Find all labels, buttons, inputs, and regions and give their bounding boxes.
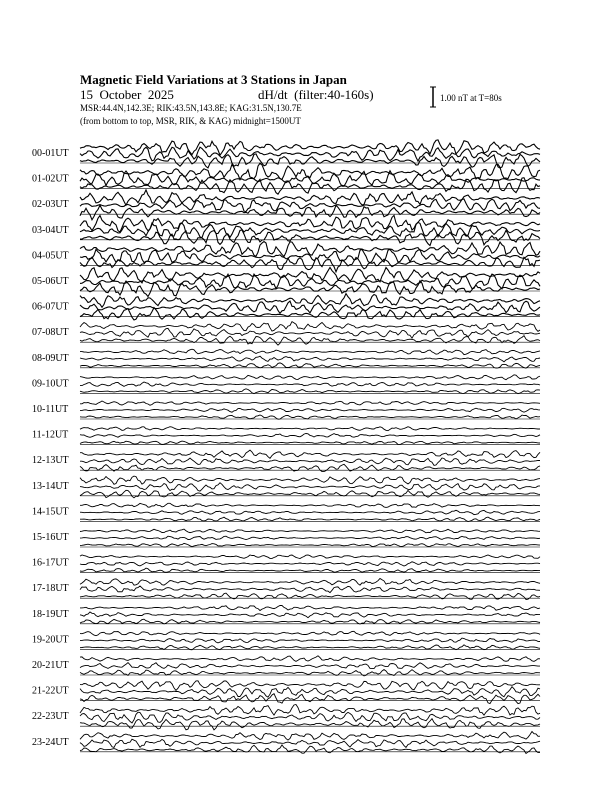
trace-msr (80, 154, 540, 168)
trace-msr (80, 694, 540, 704)
hour-label: 10-11UT (32, 404, 69, 415)
trace-rik (80, 483, 540, 491)
trace-rik (80, 328, 540, 338)
trace-msr (80, 363, 540, 368)
trace-msr (80, 464, 540, 471)
hour-label: 18-19UT (32, 608, 69, 620)
hour-label: 07-08UT (32, 327, 69, 339)
hour-label: 01-02UT (32, 173, 69, 185)
order-line: (from bottom to top, MSR, RIK, & KAG) midnight=1500UT (80, 116, 301, 126)
trace-msr (80, 517, 540, 521)
hour-label: 08-09UT (32, 352, 69, 364)
trace-msr (80, 336, 540, 345)
filter-label: dH/dt (filter:40-160s) (258, 87, 374, 102)
trace-msr (80, 543, 540, 547)
hour-label: 02-03UT (32, 199, 69, 211)
trace-kag (80, 705, 540, 716)
trace-kag (80, 631, 540, 635)
trace-msr (80, 389, 540, 394)
hour-label: 17-18UT (32, 583, 69, 595)
hour-label: 21-22UT (32, 685, 69, 697)
trace-rik (80, 458, 540, 465)
trace-rik (80, 638, 540, 643)
hour-label: 14-15UT (32, 506, 69, 518)
trace-rik (80, 408, 540, 412)
hour-label: 00-01UT (32, 148, 69, 159)
trace-rik (80, 434, 540, 438)
hour-label: 23-24UT (32, 736, 69, 748)
trace-kag (80, 529, 540, 533)
trace-rik (80, 536, 540, 539)
trace-kag (80, 606, 540, 611)
scale-label: 1.00 nT at T=80s (440, 93, 502, 103)
trace-msr (80, 568, 540, 572)
trace-rik (80, 612, 540, 618)
trace-kag (80, 375, 540, 380)
trace-rik (80, 274, 540, 289)
hour-label: 15-16UT (32, 532, 69, 543)
trace-rik (80, 663, 540, 669)
trace-kag (80, 190, 540, 205)
trace-msr (80, 415, 540, 419)
trace-msr (80, 593, 540, 599)
trace-rik (80, 586, 540, 593)
chart-title: Magnetic Field Variations at 3 Stations in Japan (80, 72, 347, 87)
hour-label: 16-17UT (32, 557, 69, 569)
trace-msr (80, 645, 540, 650)
hour-label: 11-12UT (32, 429, 69, 441)
trace-rik (80, 382, 540, 386)
trace-msr (80, 230, 540, 246)
trace-kag (80, 242, 540, 257)
trace-kag (80, 732, 540, 741)
trace-msr (80, 719, 540, 730)
hour-label: 09-10UT (32, 378, 69, 390)
trace-kag (80, 503, 540, 507)
trace-kag (80, 215, 540, 232)
stations-line: MSR:44.4N,142.3E; RIK:43.5N,143.8E; KAG:31.5N,130.7E (80, 103, 302, 113)
trace-msr (80, 490, 540, 498)
hour-label: 13-14UT (32, 480, 69, 492)
trace-rik (80, 562, 540, 566)
trace-rik (80, 712, 540, 723)
trace-msr (80, 619, 540, 624)
chart-date: 15 October 2025 (80, 87, 174, 102)
trace-kag (80, 656, 540, 662)
hour-label: 22-23UT (32, 711, 69, 723)
trace-kag (80, 476, 540, 484)
hour-label: 19-20UT (32, 634, 69, 646)
trace-rik (80, 199, 540, 212)
trace-msr (80, 441, 540, 445)
trace-kag (80, 401, 540, 405)
trace-kag (80, 555, 540, 559)
hour-label: 04-05UT (32, 250, 69, 262)
hour-label: 03-04UT (32, 224, 69, 236)
trace-rik (80, 510, 540, 514)
trace-kag (80, 681, 540, 691)
hour-label: 06-07UT (32, 301, 69, 313)
trace-kag (80, 322, 540, 332)
trace-msr (80, 745, 540, 754)
trace-kag (80, 349, 540, 354)
hour-label: 20-21UT (32, 660, 69, 671)
hour-label: 12-13UT (32, 455, 69, 467)
trace-rik (80, 147, 540, 161)
trace-kag (80, 450, 540, 458)
trace-kag (80, 579, 540, 586)
trace-rik (80, 356, 540, 362)
trace-kag (80, 427, 540, 431)
hour-label: 05-06UT (32, 276, 69, 287)
